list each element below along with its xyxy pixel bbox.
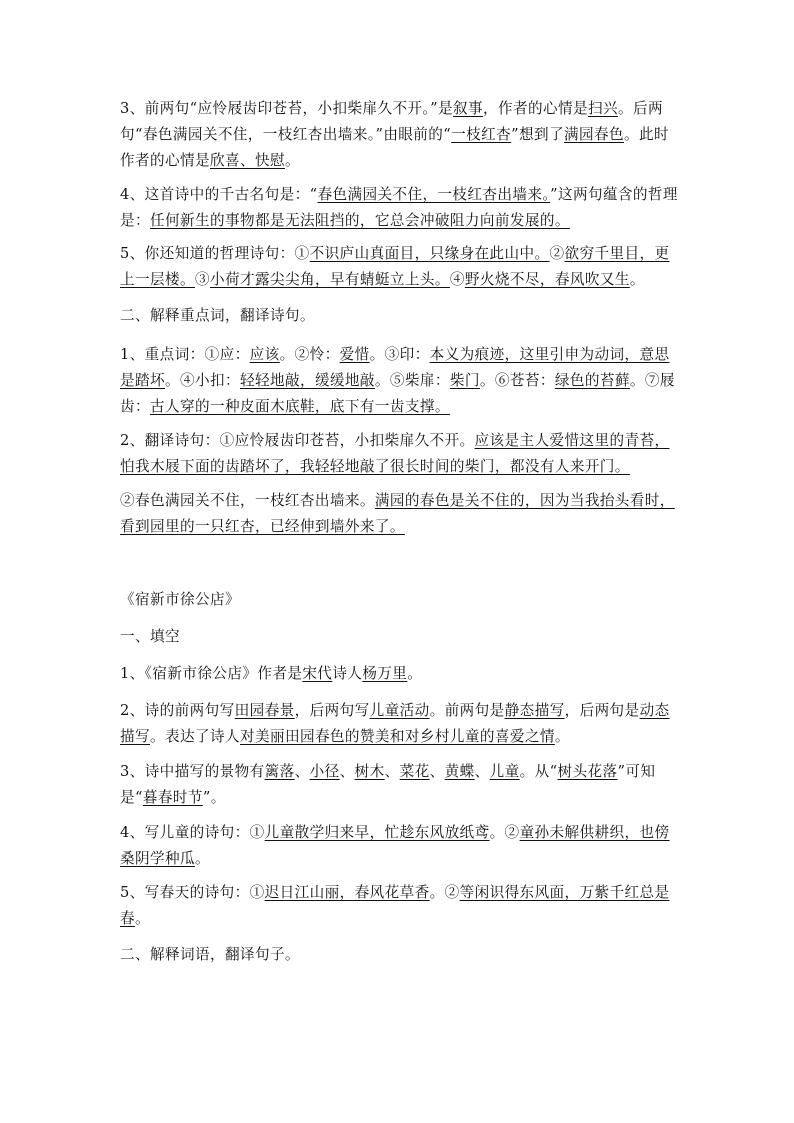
text: 、 <box>429 763 445 780</box>
answer-blank: 柴门 <box>449 372 480 389</box>
text: 、 <box>339 763 355 780</box>
text: ② <box>549 245 565 262</box>
fill-question-3 <box>120 759 680 811</box>
text: 。④小扣： <box>164 372 240 389</box>
answer-blank: 满园春色 <box>563 126 624 143</box>
answer-blank: 暮春时节 <box>142 789 203 806</box>
answer-blank: 小径 <box>309 763 340 780</box>
text: 。前两句是 <box>429 702 505 719</box>
translation-paragraph-1 <box>120 428 680 480</box>
text: ③ <box>194 271 210 288</box>
section-heading-2: 二、解释重点词，翻译诗句。 <box>120 307 315 324</box>
answer-blank: 儿童散学归来早，忙趁东风放纸鸢 <box>264 824 490 841</box>
text: 5、写春天的诗句：① <box>120 884 265 901</box>
text: 。② <box>489 824 520 841</box>
text: 。从“ <box>519 763 558 780</box>
answer-blank: 满园的春色是关不住的，因为当我抬头看时，看到园里的一只红杏，已经伸到墙外来了。 <box>120 492 675 535</box>
text: 。后两句“春色满园关不住，一枝红杏出墙来。”由眼前的“ <box>120 100 663 143</box>
answer-blank: 任何新生的事物都是无法阻挡的，它总会冲破阻力向前发展的。 <box>150 212 570 229</box>
answer-blank: 野火烧不尽，春风吹又生 <box>464 271 630 288</box>
answer-blank: 应该 <box>249 346 280 363</box>
answer-blank: 黄蝶 <box>444 763 475 780</box>
section-heading-explain: 二、解释词语，翻译句子。 <box>120 946 300 963</box>
text: 诗人 <box>332 665 363 682</box>
text: 。 <box>407 665 423 682</box>
answer-blank: 童孙未解供耕织，也傍桑阴学种瓜 <box>120 824 670 867</box>
text: 5、你还知道的哲理诗句：① <box>120 245 310 262</box>
text: 。③印： <box>369 346 430 363</box>
text: ，作者的心情是 <box>482 100 588 117</box>
text: ”这两句蕴含的哲理是： <box>120 186 678 229</box>
answer-blank: 一枝红杏 <box>451 126 512 143</box>
text: ，后两句写 <box>294 702 370 719</box>
answer-blank: 篱落 <box>264 763 295 780</box>
text: 。② <box>429 884 460 901</box>
text: 1、重点词：①应： <box>120 346 250 363</box>
answer-blank: 树木 <box>354 763 385 780</box>
answer-blank: 菜花 <box>399 763 430 780</box>
answer-blank: 叙事 <box>452 100 483 117</box>
text: ④ <box>449 271 465 288</box>
answer-blank: 树头花落 <box>557 763 618 780</box>
translation-paragraph-2 <box>120 488 680 540</box>
text: ”想到了 <box>511 126 564 143</box>
answer-blank: 儿童活动 <box>369 702 430 719</box>
answer-blank: 宋代 <box>302 665 333 682</box>
text: 。 <box>135 910 150 927</box>
text: 。⑥苍苔： <box>479 372 555 389</box>
text: ②春色满园关不住，一枝红杏出墙来。 <box>120 492 375 509</box>
answer-blank: 绿色的苔藓 <box>554 372 630 389</box>
text: ”。 <box>202 789 226 806</box>
text: 。 <box>194 850 210 867</box>
answer-blank: 不识庐山真面目，只缘身在此山中。 <box>309 245 550 262</box>
answer-blank: 欲穷千里目，更上一层楼。 <box>120 245 670 288</box>
text: 、 <box>474 763 490 780</box>
vocabulary-paragraph <box>120 342 680 420</box>
text: 、 <box>294 763 310 780</box>
question-5-paragraph <box>120 241 680 293</box>
text: ，后两句是 <box>564 702 640 719</box>
text: 。⑤柴扉： <box>374 372 450 389</box>
answer-blank: 儿童 <box>489 763 520 780</box>
text: 。表达了诗人 <box>150 728 240 745</box>
text: 。 <box>284 152 300 169</box>
answer-blank: 动态描写 <box>120 702 670 745</box>
question-3-paragraph <box>120 96 680 174</box>
answer-blank: 田园春景 <box>234 702 295 719</box>
text: 3、前两句“应怜屐齿印苍苔，小扣柴扉久不开。”是 <box>120 100 453 117</box>
text: 2、翻译诗句：①应怜屐齿印苍苔，小扣柴扉久不开。 <box>120 432 475 449</box>
answer-blank: 杨万里 <box>362 665 408 682</box>
answer-blank: 等闲识得东风面，万紫千红总是春 <box>120 884 670 927</box>
poem-title: 《宿新市徐公店》 <box>120 591 240 608</box>
text: 。 <box>554 728 570 745</box>
fill-question-5 <box>120 880 680 932</box>
section-heading-fill: 一、填空 <box>120 628 180 645</box>
answer-blank: 春色满园关不住，一枝红杏出墙来。 <box>317 186 551 203</box>
answer-blank: 小荷才露尖尖角，早有蜻蜓立上头。 <box>209 271 450 288</box>
text: 、 <box>384 763 400 780</box>
text: 2、诗的前两句写 <box>120 702 235 719</box>
answer-blank: 古人穿的一种皮面木底鞋，底下有一齿支撑。 <box>150 398 450 415</box>
text: 1、《宿新市徐公店》作者是 <box>120 665 303 682</box>
text: 3、诗中描写的景物有 <box>120 763 265 780</box>
answer-blank: 对美丽田园春色的赞美和对乡村儿童的喜爱之情 <box>239 728 555 745</box>
text: 。此时作者的心情是 <box>120 126 669 169</box>
fill-question-2 <box>120 698 680 750</box>
question-4-paragraph <box>120 182 680 234</box>
text: ”可知是“ <box>120 763 656 806</box>
fill-question-4 <box>120 820 680 872</box>
answer-blank: 扫兴 <box>587 100 618 117</box>
answer-blank: 迟日江山丽，春风花草香 <box>264 884 430 901</box>
text: 。②怜： <box>279 346 340 363</box>
fill-question-1 <box>120 661 680 687</box>
text: 。 <box>629 271 645 288</box>
answer-blank: 欣喜、快慰 <box>209 152 285 169</box>
text: 。⑦屐齿： <box>120 372 675 415</box>
answer-blank: 轻轻地敲，缓缓地敲 <box>239 372 375 389</box>
answer-blank: 爱惜 <box>339 346 370 363</box>
answer-blank: 静态描写 <box>504 702 565 719</box>
answer-blank: 应该是主人爱惜这里的青苔，怕我木屐下面的齿踏坏了，我轻轻地敲了很长时间的柴门，都没有人来开门。 <box>120 432 670 475</box>
text: 4、写儿童的诗句：① <box>120 824 265 841</box>
text: 4、这首诗中的千古名句是：“ <box>120 186 318 203</box>
answer-blank: 本义为痕迹，这里引申为动词，意思是踏坏 <box>120 346 670 389</box>
